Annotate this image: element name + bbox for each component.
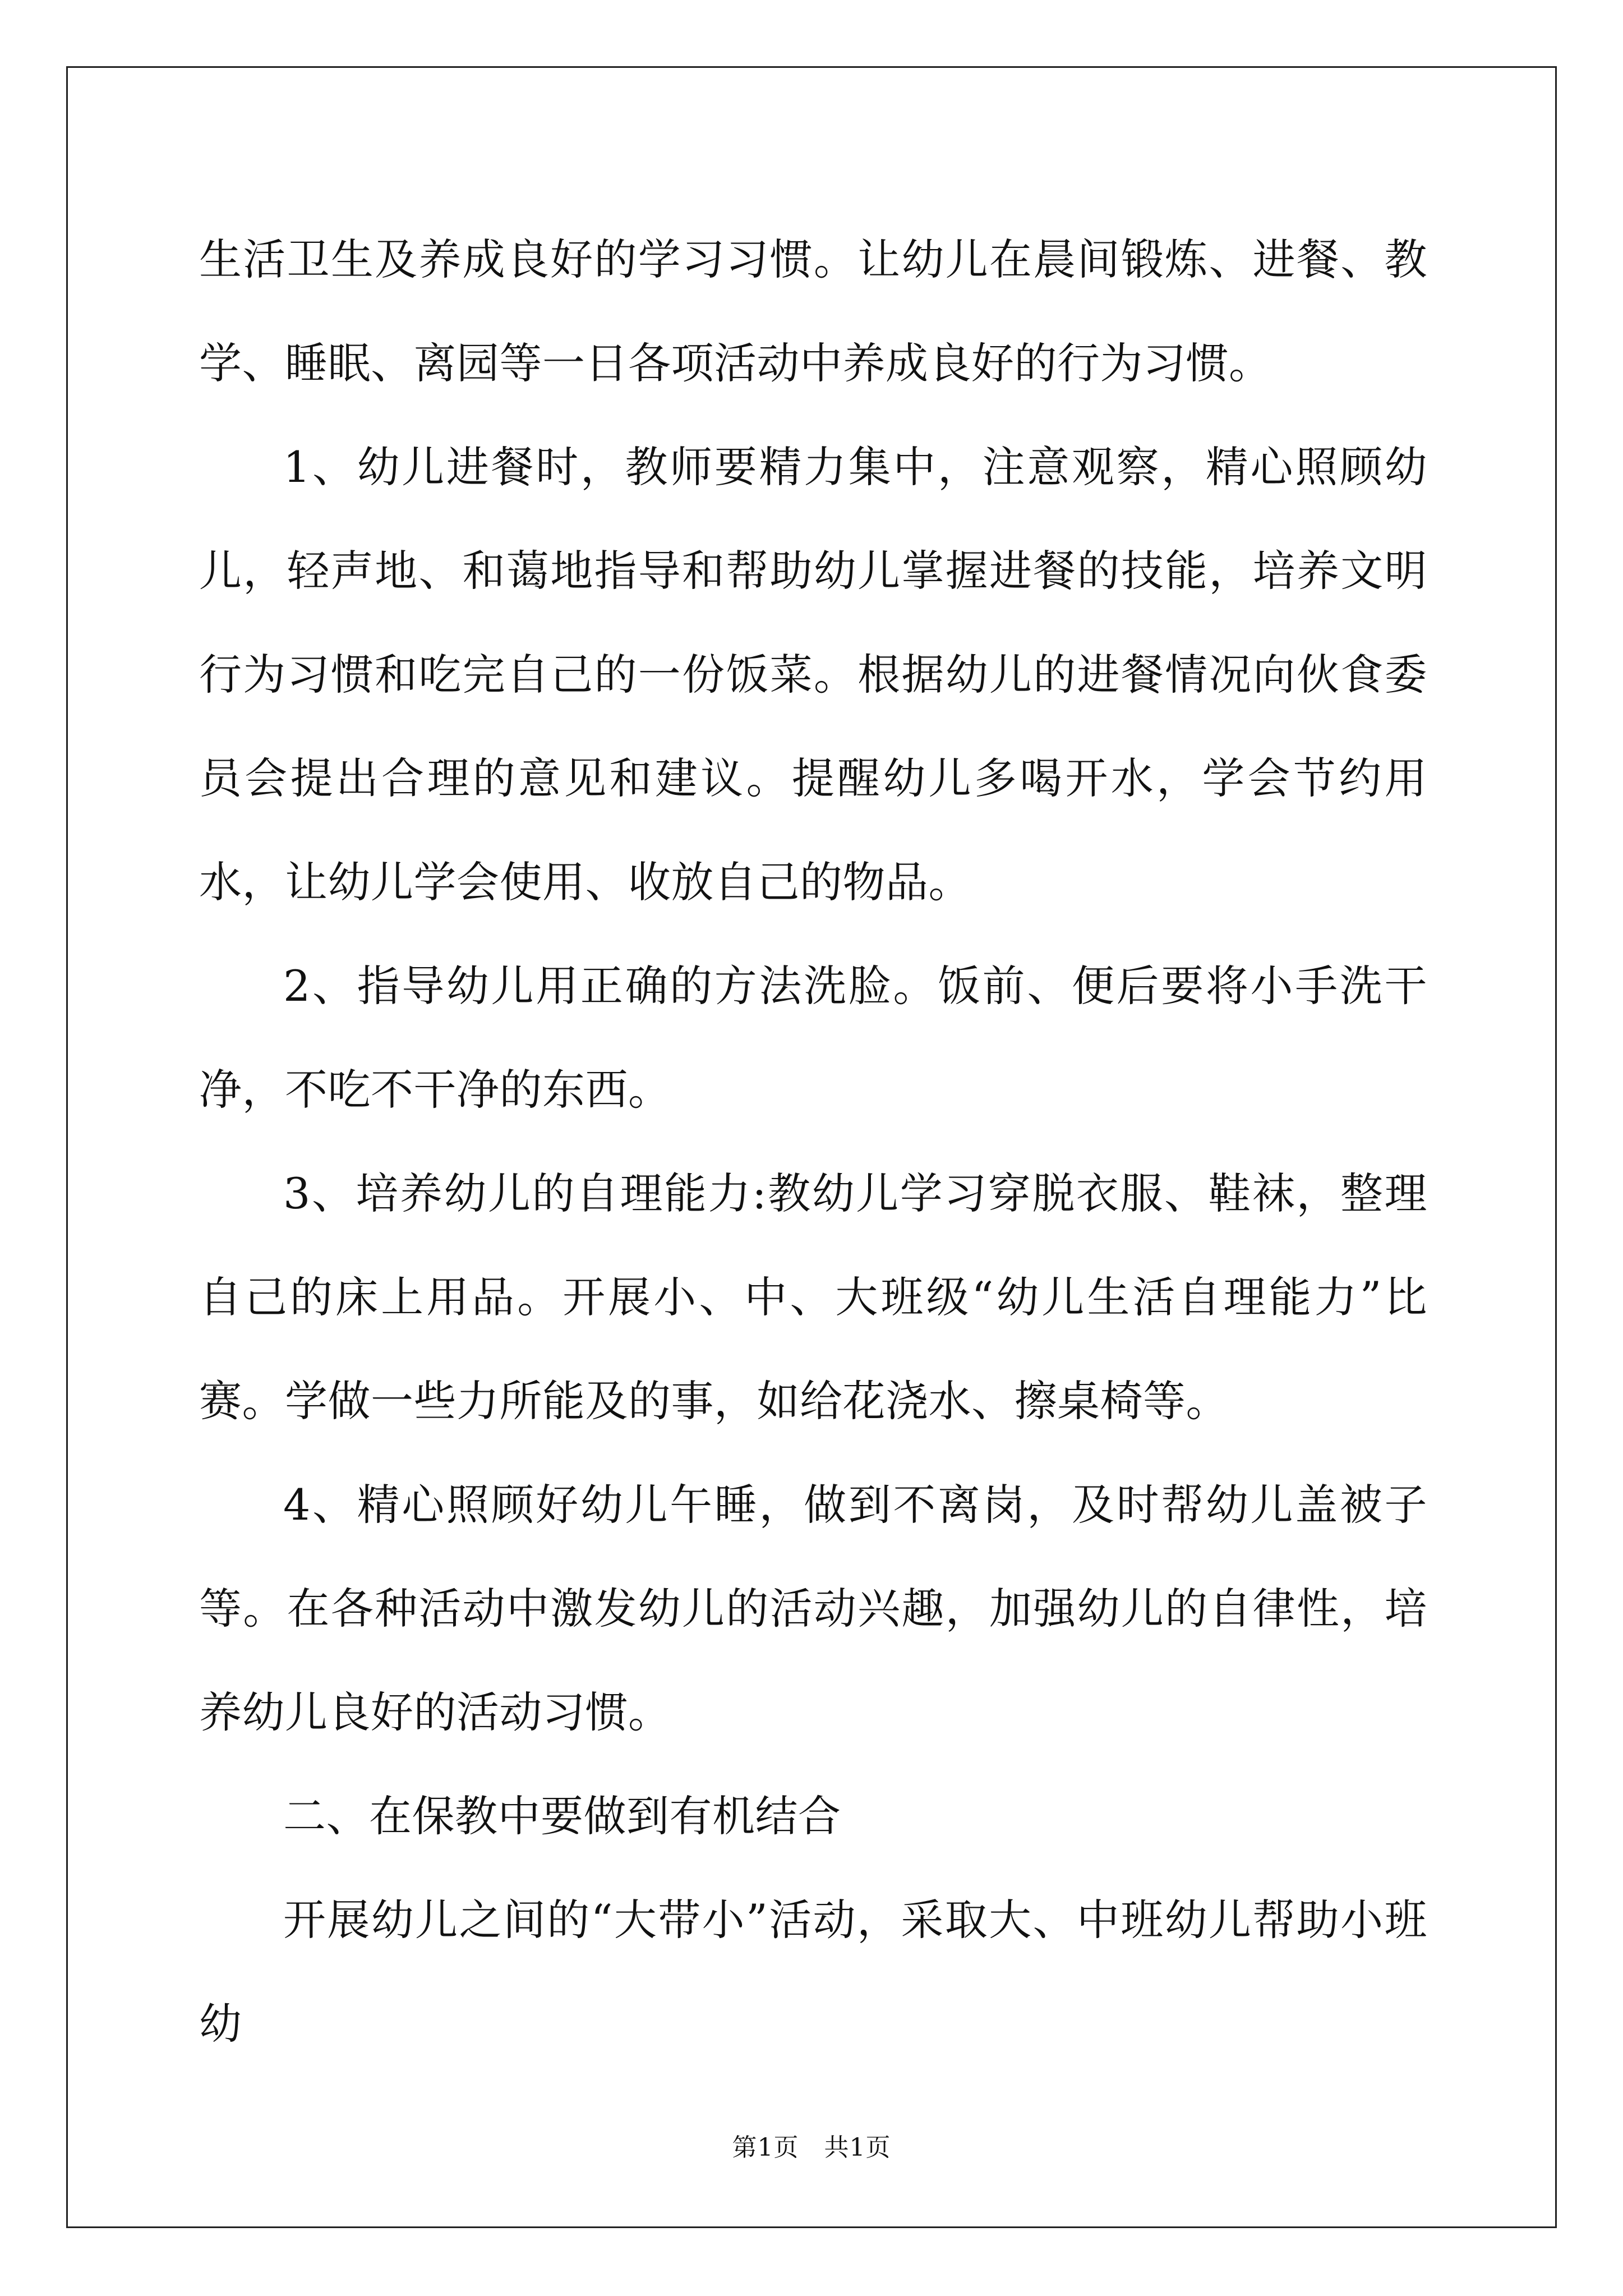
paragraph-3: 2、指导幼儿用正确的方法洗脸。饭前、便后要将小手洗干净，不吃不干净的东西。 (199, 961, 1427, 1115)
paragraph-4: 3、培养幼儿的自理能力:教幼儿学习穿脱衣服、鞋袜，整理自己的床上用品。开展小、中、大班级“幼儿生活自理能力”比赛。学做一些力所能及的事，如给花浇水、擦桌椅等。 (199, 1168, 1427, 1426)
paragraph-5: 4、精心照顾好幼儿午睡，做到不离岗，及时帮幼儿盖被子等。在各种活动中激发幼儿的活动兴趣，加强幼儿的自律性，培养幼儿良好的活动习惯。 (199, 1480, 1427, 1737)
paragraph-7: 开展幼儿之间的“大带小”活动，采取大、中班幼儿帮助小班幼 (199, 1895, 1427, 2049)
page-number-footer: 第1页 共1页 (732, 2133, 891, 2162)
section-heading: 二、在保教中要做到有机结合 (283, 1791, 841, 1841)
document-body (199, 208, 1427, 2076)
paragraph-1: 生活卫生及养成良好的学习习惯。让幼儿在晨间锻炼、进餐、教学、睡眠、离园等一日各项活动中养成良好的行为习惯。 (199, 234, 1427, 388)
paragraph-2: 1、幼儿进餐时，教师要精力集中，注意观察，精心照顾幼儿，轻声地、和蔼地指导和帮助幼儿掌握进餐的技能，培养文明行为习惯和吃完自己的一份饭菜。根据幼儿的进餐情况向伙食委员会提出合理的意见和建议。提醒幼儿多喝开水，学会节约用水，让幼儿学会使用、收放自己的物品。 (199, 442, 1427, 907)
